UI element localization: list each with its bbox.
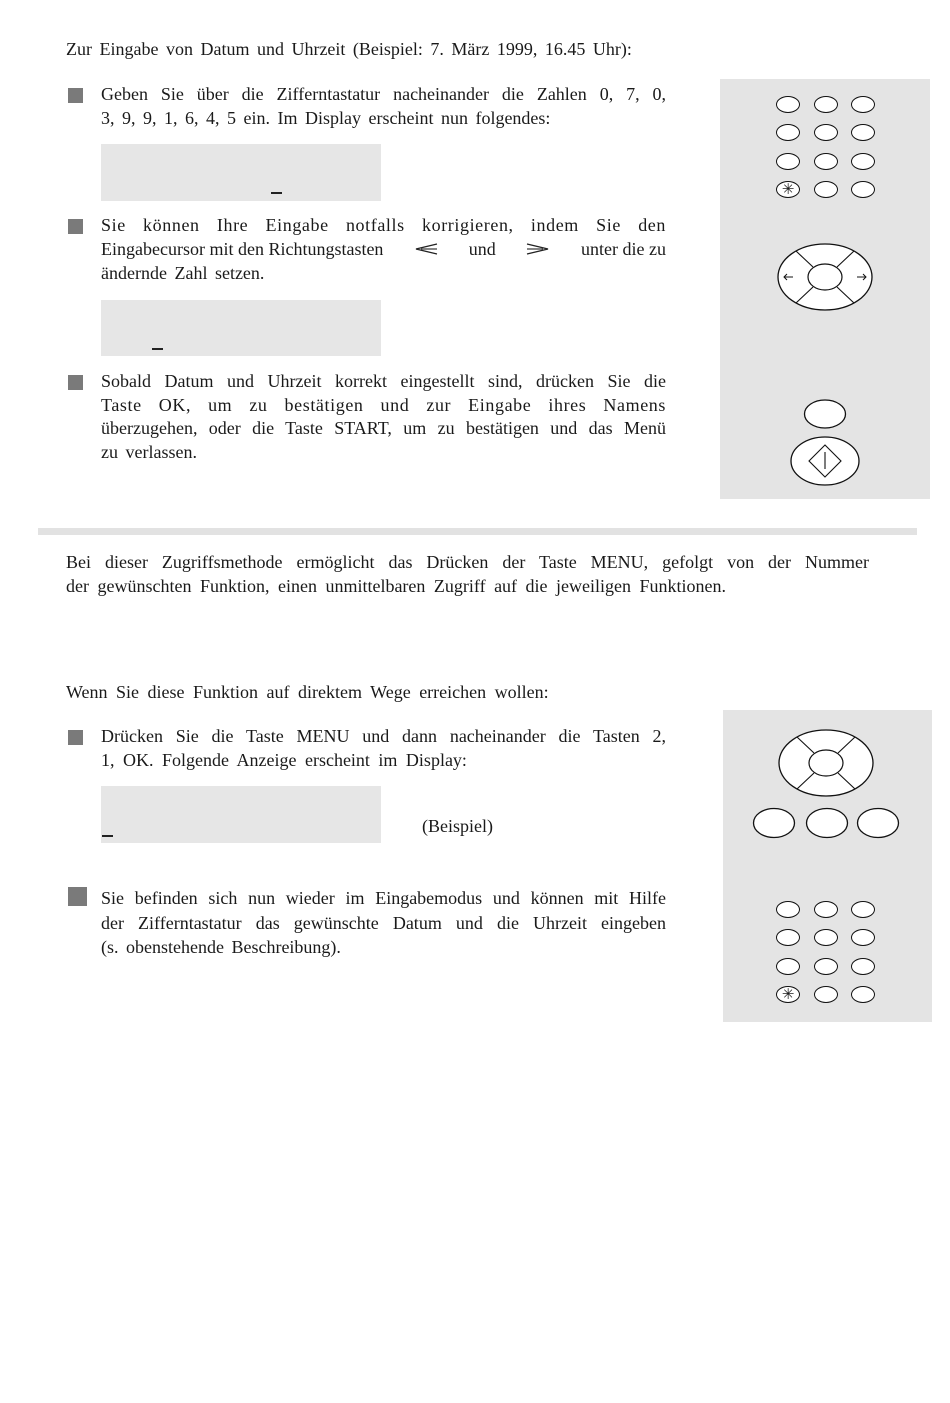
left-arrow-icon [413, 242, 439, 256]
section2-intro-line1: Bei dieser Zugriffsmethode ermöglicht das Drücken der Taste MENU, gefolgt von der Nummer [66, 552, 869, 572]
keypad-key-icon [851, 901, 875, 918]
section2-lead: Wenn Sie diese Funktion auf direktem Wege erreichen wollen: [66, 682, 549, 702]
step2-text-c: unter die zu [581, 239, 666, 259]
keypad-key-icon [851, 124, 875, 141]
keypad-key-icon [814, 901, 838, 918]
section2-step1-line1: Drücken Sie die Taste MENU und dann nacheinander die Tasten 2, [101, 726, 666, 746]
section1-step2-line2 [101, 237, 666, 261]
display-note: (Beispiel) [422, 816, 493, 836]
keypad-key-icon [851, 181, 875, 198]
keypad-key-icon [851, 929, 875, 946]
menu-keys-icon [752, 806, 900, 840]
section2-step2-line2: der Zifferntastatur das gewünschte Datum und die Uhrzeit eingeben [101, 913, 666, 933]
lcd-display-2 [101, 300, 381, 356]
keypad-key-icon [776, 929, 800, 946]
keypad-key-icon [851, 96, 875, 113]
display-cursor [102, 835, 113, 837]
keypad-key-icon [776, 958, 800, 975]
keypad-key-icon [776, 96, 800, 113]
section2-intro-line2: der gewünschten Funktion, einen unmittelbaren Zugriff auf die jeweiligen Funktionen. [66, 576, 727, 596]
bullet-square-icon [68, 730, 83, 745]
star-symbol: ✳ [781, 180, 795, 198]
section1-step1-line2: 3, 9, 9, 1, 6, 4, 5 ein. Im Display erscheint nun folgendes: [101, 108, 551, 128]
keypad-key-icon [851, 986, 875, 1003]
display-cursor [271, 192, 282, 194]
step2-text-a: Eingabecursor mit den Richtungstasten [101, 239, 384, 259]
navigation-pad-icon [776, 727, 876, 799]
start-key-icon [789, 435, 861, 487]
ok-key-icon [803, 398, 847, 430]
keypad-key-icon [851, 153, 875, 170]
section2-step2-line3: (s. obenstehende Beschreibung). [101, 937, 341, 957]
keypad-key-icon [814, 96, 838, 113]
keypad-key-icon [851, 958, 875, 975]
section1-step3-line2: Taste OK, um zu bestätigen und zur Eingabe ihres Namens [101, 395, 666, 415]
keypad-key-icon [776, 901, 800, 918]
device-illustration-panel-1 [720, 79, 930, 499]
star-key-icon [776, 181, 800, 198]
keypad-key-icon [814, 153, 838, 170]
display-cursor [152, 348, 163, 350]
navigation-pad-icon [775, 241, 875, 313]
keypad-key-icon [814, 958, 838, 975]
section1-step3-line4: zu verlassen. [101, 442, 197, 462]
section1-step3-line1: Sobald Datum und Uhrzeit korrekt eingestellt sind, drücken Sie die [101, 371, 666, 391]
section-divider [38, 528, 917, 535]
star-symbol: ✳ [781, 985, 795, 1003]
bullet-square-icon [68, 88, 83, 103]
section1-step3-line3: überzugehen, oder die Taste START, um zu bestätigen und das Menü [101, 418, 666, 438]
step2-text-b: und [468, 239, 496, 259]
lcd-display-3 [101, 786, 381, 843]
keypad-key-icon [814, 929, 838, 946]
bullet-square-icon [68, 375, 83, 390]
keypad-key-icon [814, 181, 838, 198]
keypad-key-icon [776, 153, 800, 170]
section1-step2-line3: ändernde Zahl setzen. [101, 263, 265, 283]
section2-step2-line1: Sie befinden sich nun wieder im Eingabemodus und können mit Hilfe [101, 888, 666, 908]
device-illustration-panel-2 [723, 710, 932, 1022]
section1-step2-line1: Sie können Ihre Eingabe notfalls korrigieren, indem Sie den [101, 215, 666, 235]
keypad-key-icon [776, 124, 800, 141]
lcd-display-1 [101, 144, 381, 201]
bullet-square-icon [68, 219, 83, 234]
star-key-icon [776, 986, 800, 1003]
section1-step1-line1: Geben Sie über die Zifferntastatur nacheinander die Zahlen 0, 7, 0, [101, 84, 666, 104]
section2-step1-line2: 1, OK. Folgende Anzeige erscheint im Display: [101, 750, 467, 770]
right-arrow-icon [525, 242, 551, 256]
section1-intro: Zur Eingabe von Datum und Uhrzeit (Beispiel: 7. März 1999, 16.45 Uhr): [66, 39, 632, 59]
keypad-key-icon [814, 124, 838, 141]
keypad-key-icon [814, 986, 838, 1003]
bullet-square-icon [68, 887, 87, 906]
